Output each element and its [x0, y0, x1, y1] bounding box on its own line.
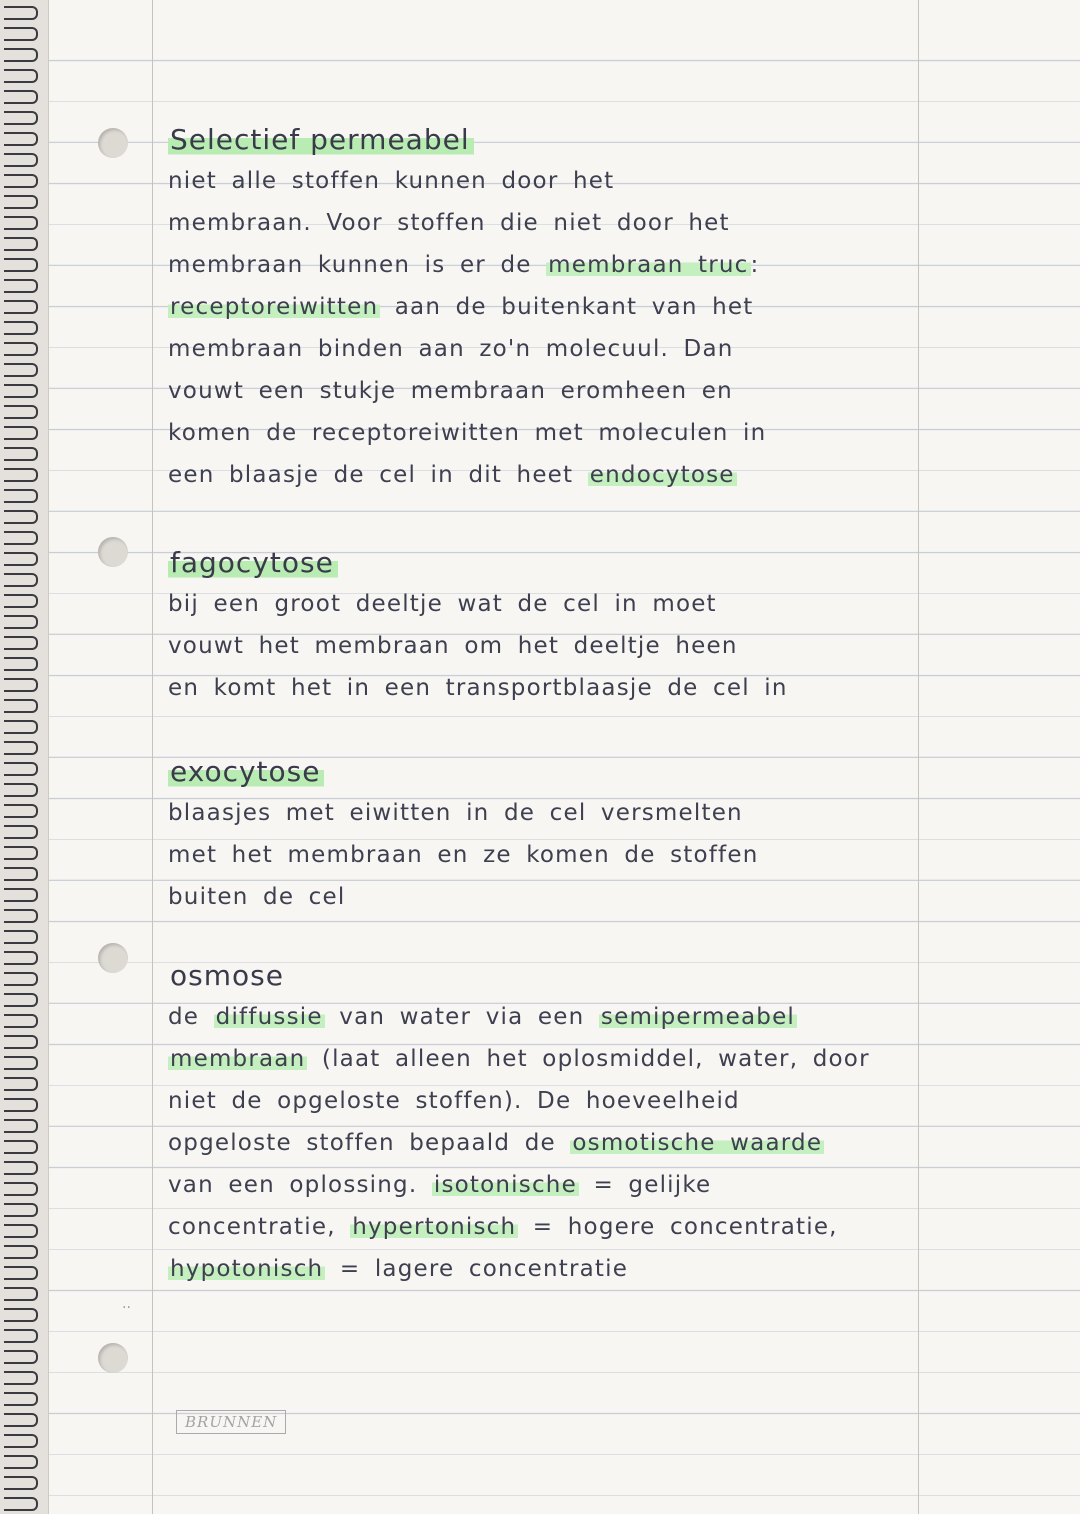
- spiral-coil: [4, 1245, 38, 1259]
- brand-stamp: BRUNNEN: [176, 1410, 286, 1434]
- note-line: opgeloste stoffen bepaald de osmotische waarde: [168, 1130, 823, 1156]
- spiral-coil: [4, 342, 38, 356]
- section-osmose: [168, 956, 1058, 1290]
- spiral-coil: [4, 468, 38, 482]
- spiral-coil: [4, 846, 38, 860]
- section-heading: osmose: [170, 959, 284, 992]
- note-line: bij een groot deeltje wat de cel in moet: [168, 591, 717, 617]
- spiral-coil: [4, 90, 38, 104]
- spiral-coil: [4, 867, 38, 881]
- spiral-coil: [4, 1350, 38, 1364]
- highlight: isotonische: [433, 1172, 577, 1198]
- spiral-coil: [4, 195, 38, 209]
- spiral-coil: [4, 6, 38, 20]
- spiral-coil: [4, 258, 38, 272]
- spiral-coil: [4, 1434, 38, 1448]
- spiral-coil: [4, 111, 38, 125]
- spiral-coil: [4, 1098, 38, 1112]
- spiral-coil: [4, 1371, 38, 1385]
- spiral-coil: [4, 615, 38, 629]
- spiral-coil: [4, 279, 38, 293]
- spiral-coil: [4, 1140, 38, 1154]
- spiral-coil: [4, 1182, 38, 1196]
- spiral-coil: [4, 993, 38, 1007]
- spiral-coil: [4, 132, 38, 146]
- highlight: receptoreiwitten: [170, 294, 379, 320]
- spiral-coil: [4, 888, 38, 902]
- note-line: de diffussie van water via een semipermeabel: [168, 1004, 796, 1030]
- left-margin-line: [152, 0, 153, 1514]
- spiral-coil: [4, 1455, 38, 1469]
- spiral-coil: [4, 489, 38, 503]
- section-heading: fagocytose: [168, 543, 1058, 583]
- spiral-coil: [4, 531, 38, 545]
- spiral-coil: [4, 657, 38, 671]
- note-line: van een oplossing. isotonische = gelijke: [168, 1172, 712, 1198]
- spiral-coil: [4, 1203, 38, 1217]
- note-line: en komt het in een transportblaasje de cel in: [168, 675, 788, 701]
- highlight: hypotonisch: [170, 1256, 324, 1282]
- spiral-coil: [4, 69, 38, 83]
- spiral-coil: [4, 1014, 38, 1028]
- spiral-coil: [4, 972, 38, 986]
- note-line: buiten de cel: [168, 884, 346, 910]
- spiral-coil: [4, 363, 38, 377]
- section-fagocytose: [168, 543, 1058, 709]
- note-line: hypotonisch = lagere concentratie: [170, 1256, 629, 1282]
- note-line: vouwt het membraan om het deeltje heen: [168, 633, 738, 659]
- punch-hole: [98, 943, 128, 973]
- punch-hole: [98, 537, 128, 567]
- spiral-coil: [4, 27, 38, 41]
- note-line: vouwt een stukje membraan eromheen en: [168, 378, 733, 404]
- note-line: met het membraan en ze komen de stoffen: [168, 842, 759, 868]
- spiral-coil: [4, 1056, 38, 1070]
- punch-hole: [98, 1343, 128, 1373]
- spiral-coil: [4, 1077, 38, 1091]
- spiral-coil: [4, 825, 38, 839]
- highlight: semipermeabel: [600, 1004, 796, 1030]
- spiral-coil: [4, 594, 38, 608]
- spiral-coil: [4, 741, 38, 755]
- spiral-coil: [4, 1497, 38, 1511]
- highlight: diffussie: [215, 1004, 323, 1030]
- highlight: hypertonisch: [352, 1214, 517, 1240]
- spiral-coil: [4, 1224, 38, 1238]
- note-line: een blaasje de cel in dit heet endocytose: [168, 462, 735, 488]
- spiral-coil: [4, 321, 38, 335]
- spiral-coil: [4, 426, 38, 440]
- spiral-coil: [4, 48, 38, 62]
- spiral-coil: [4, 636, 38, 650]
- note-line: membraan. Voor stoffen die niet door het: [168, 210, 730, 236]
- spiral-binding: [0, 0, 49, 1514]
- spiral-coil: [4, 1287, 38, 1301]
- spiral-coil: [4, 930, 38, 944]
- spiral-coil: [4, 699, 38, 713]
- spiral-coil: [4, 510, 38, 524]
- spiral-coil: [4, 1161, 38, 1175]
- highlight: membraan: [170, 1046, 306, 1072]
- spiral-coil: [4, 1413, 38, 1427]
- spiral-coil: [4, 1476, 38, 1490]
- spiral-coil: [4, 804, 38, 818]
- spiral-coil: [4, 909, 38, 923]
- spiral-coil: [4, 720, 38, 734]
- spiral-coil: [4, 174, 38, 188]
- spiral-coil: [4, 405, 38, 419]
- section-selectief-permeabel: [168, 120, 1058, 496]
- spiral-coil: [4, 1308, 38, 1322]
- spiral-coil: [4, 216, 38, 230]
- note-line: membraan binden aan zo'n molecuul. Dan: [168, 336, 734, 362]
- section-heading: Selectief permeabel: [168, 120, 1058, 160]
- section-heading: exocytose: [168, 752, 1058, 792]
- spiral-coil: [4, 300, 38, 314]
- spiral-coil: [4, 384, 38, 398]
- spiral-coil: [4, 678, 38, 692]
- spiral-coil: [4, 237, 38, 251]
- spiral-coil: [4, 783, 38, 797]
- highlight: membraan truc: [548, 252, 749, 278]
- note-line: blaasjes met eiwitten in de cel versmelten: [168, 800, 743, 826]
- spiral-coil: [4, 1266, 38, 1280]
- spiral-coil: [4, 552, 38, 566]
- note-line: concentratie, hypertonisch = hogere concentratie,: [168, 1214, 838, 1240]
- spiral-coil: [4, 1392, 38, 1406]
- spiral-coil: [4, 762, 38, 776]
- punch-hole: [98, 128, 128, 158]
- spiral-coil: [4, 951, 38, 965]
- spiral-coil: [4, 447, 38, 461]
- spiral-coil: [4, 1119, 38, 1133]
- note-line: receptoreiwitten aan de buitenkant van het: [170, 294, 754, 320]
- section-exocytose: [168, 752, 1058, 918]
- note-line: komen de receptoreiwitten met moleculen in: [168, 420, 767, 446]
- pencil-mark: ··: [122, 1300, 131, 1316]
- spiral-coil: [4, 1329, 38, 1343]
- spiral-coil: [4, 153, 38, 167]
- note-line: membraan kunnen is er de membraan truc:: [168, 252, 760, 278]
- highlight: endocytose: [589, 462, 735, 488]
- note-line: niet de opgeloste stoffen). De hoeveelheid: [168, 1088, 740, 1114]
- spiral-coil: [4, 1035, 38, 1049]
- note-line: niet alle stoffen kunnen door het: [168, 168, 615, 194]
- highlight: osmotische waarde: [572, 1130, 823, 1156]
- note-line: membraan (laat alleen het oplosmiddel, water, door: [170, 1046, 870, 1072]
- spiral-coil: [4, 573, 38, 587]
